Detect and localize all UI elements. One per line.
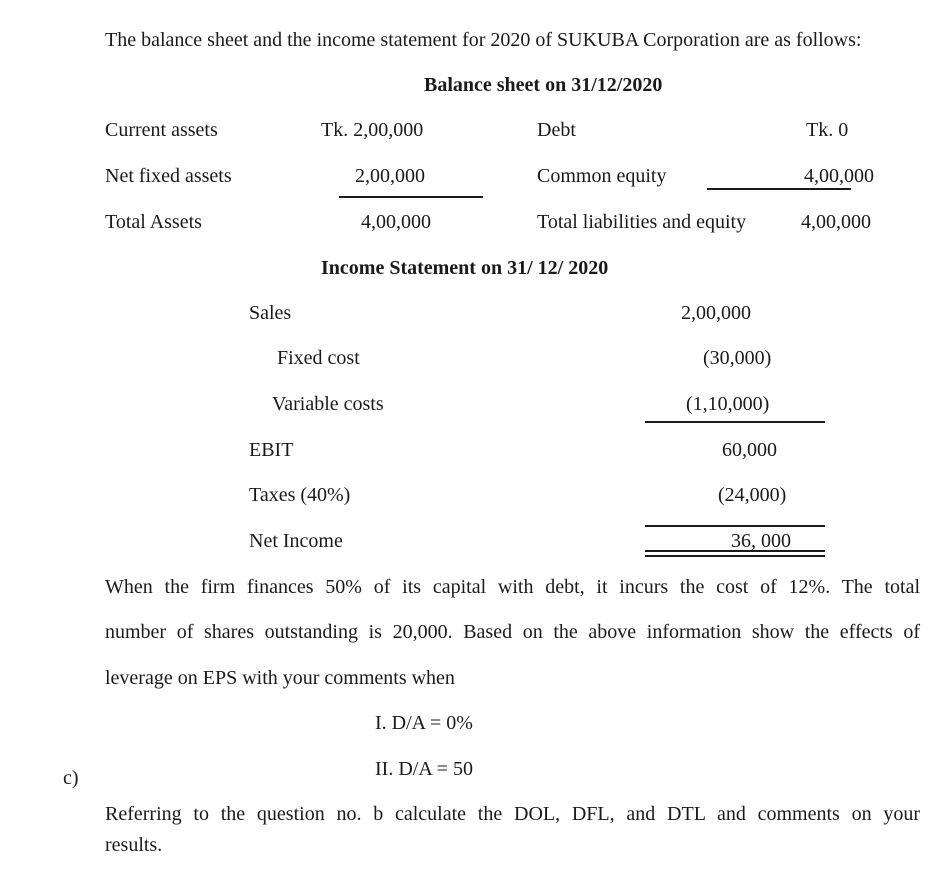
balance-sheet-title: Balance sheet on 31/12/2020 [424,74,663,96]
part-c-line: Referring to the question no. b calculate the DOL, DFL, and DTL and comments on your [105,803,920,825]
liability-value: 4,00,000 [804,165,874,187]
liability-value: 4,00,000 [801,211,871,233]
net-income-double-rule-top [645,550,825,552]
costs-subtotal-rule [645,421,825,423]
income-statement-title: Income Statement on 31/ 12/ 2020 [321,257,609,279]
intro-text: The balance sheet and the income statement for 2020 of SUKUBA Corporation are as follows: [105,29,862,51]
case-item: II. D/A = 50 [375,758,473,780]
income-row-label: Sales [249,302,292,324]
income-row-label: EBIT [249,439,294,461]
asset-label: Current assets [105,119,218,141]
liability-label: Total liabilities and equity [537,211,747,233]
question-line: When the firm finances 50% of its capital with debt, it incurs the cost of 12%. The total [105,576,920,598]
part-c-line: results. [105,834,163,856]
income-row-value: (30,000) [703,347,772,369]
asset-value: 4,00,000 [361,211,431,233]
income-row-value: 60,000 [722,439,777,461]
income-row-label: Taxes (40%) [249,484,351,506]
asset-label: Net fixed assets [105,165,232,187]
income-row-label: Net Income [249,530,343,552]
income-row-value: (1,10,000) [686,393,770,415]
income-row-value: 2,00,000 [681,302,751,324]
assets-subtotal-rule [339,196,483,198]
asset-label: Total Assets [105,211,202,233]
income-row-value: (24,000) [718,484,787,506]
income-row-label: Variable costs [272,393,384,415]
question-line: number of shares outstanding is 20,000. Based on the above information show the effects of [105,621,920,643]
liability-value: Tk. 0 [806,119,849,141]
case-item: I. D/A = 0% [375,712,473,734]
liability-label: Debt [537,119,576,141]
question-line: leverage on EPS with your comments when [105,667,455,689]
liabilities-subtotal-rule [707,188,851,190]
asset-value: 2,00,000 [355,165,425,187]
liability-label: Common equity [537,165,667,187]
taxes-subtotal-rule [645,525,825,527]
part-c-label: c) [63,767,79,789]
net-income-double-rule-bottom [645,555,825,557]
asset-value: Tk. 2,00,000 [321,119,424,141]
income-row-value: 36, 000 [731,530,791,552]
income-row-label: Fixed cost [277,347,360,369]
